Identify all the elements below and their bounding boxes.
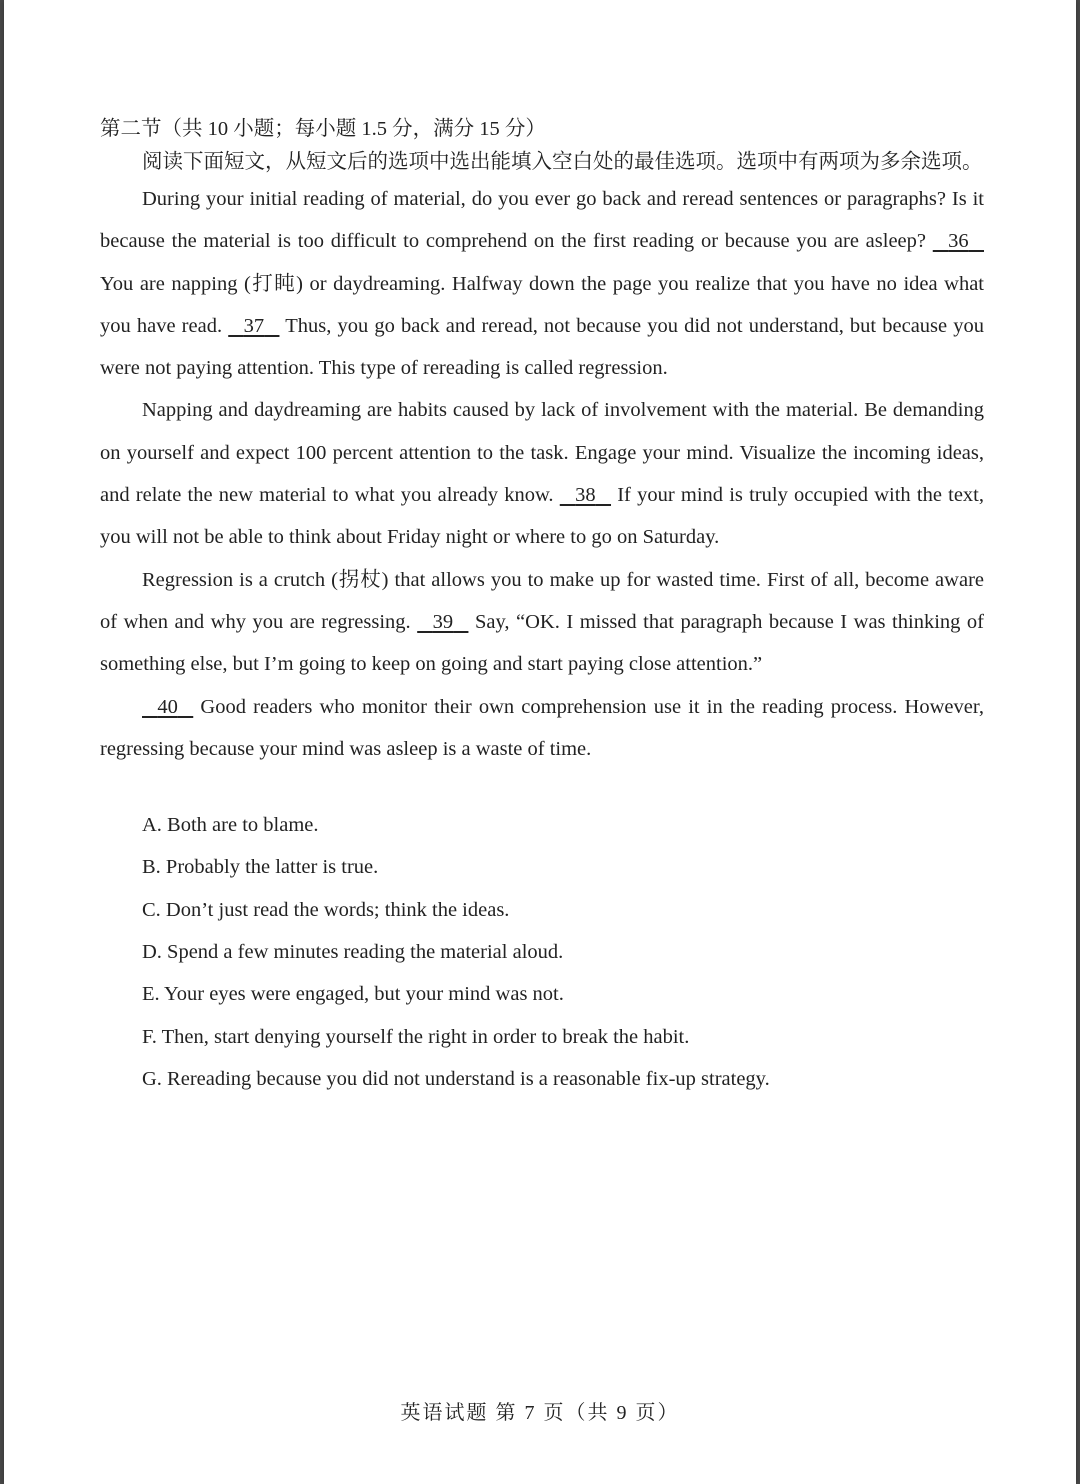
blank-38: 38 xyxy=(575,484,596,507)
exam-page xyxy=(4,0,1076,1484)
blank-36: 36 xyxy=(948,230,969,253)
passage-paragraph-4 xyxy=(100,686,984,771)
paragraph-text: You are napping (打盹) or daydreaming. Halfway down the page you realize that you have no idea what you have read. xyxy=(100,272,984,337)
option-a: A. Both are to blame. xyxy=(142,814,319,837)
options-list xyxy=(100,804,984,1100)
passage-paragraph-3 xyxy=(100,559,984,686)
section-title: 第二节（共 10 小题；每小题 1.5 分，满分 15 分） xyxy=(100,118,546,140)
paragraph-text: Regression is a crutch (拐杖) that allows you to make up for wasted time. First of all, become aware of when and why you are regressing. xyxy=(100,568,984,633)
paragraph-text: Good readers who monitor their own comprehension use it in the reading process. However, regressing because your mind was asleep is a waste of time. xyxy=(100,695,984,760)
option-f: F. Then, start denying yourself the right in order to break the habit. xyxy=(142,1025,690,1048)
paragraph-text: Say, “OK. I missed that paragraph because I was thinking of something else, but I’m going to keep on going and start paying close attention.” xyxy=(100,610,984,676)
passage-paragraph-2 xyxy=(100,389,984,558)
option-g: G. Rereading because you did not understand is a reasonable fix-up strategy. xyxy=(142,1067,770,1090)
option-b: B. Probably the latter is true. xyxy=(142,856,379,879)
blank-39: 39 xyxy=(432,610,454,633)
paragraph-text: During your initial reading of material, do you ever go back and reread sentences or paragraphs? Is it because the material is too difficult to comprehend on the first reading or because you are asleep? xyxy=(100,188,984,253)
passage-paragraph-1 xyxy=(100,178,984,389)
paragraph-text: Thus, you go back and reread, not because you did not understand, but because you were not paying attention. This type of rereading is called regression. xyxy=(100,314,984,380)
paragraph-text: Napping and daydreaming are habits caused by lack of involvement with the material. Be demanding on yourself and expect 100 percent attention to the task. Engage your mind. Visualize the incoming ideas, and relate the new material to what you already know. xyxy=(100,399,984,507)
option-d: D. Spend a few minutes reading the material aloud. xyxy=(142,941,564,964)
instruction-text: 阅读下面短文，从短文后的选项中选出能填入空白处的最佳选项。选项中有两项为多余选项。 xyxy=(142,151,983,173)
option-e: E. Your eyes were engaged, but your mind was not. xyxy=(142,983,564,1006)
option-c: C. Don’t just read the words; think the ideas. xyxy=(142,898,510,921)
blank-40: 40 xyxy=(157,695,178,718)
paragraph-text: If your mind is truly occupied with the text, you will not be able to think about Friday night or where to go on Saturday. xyxy=(100,484,984,549)
page-content xyxy=(100,112,984,1100)
blank-37: 37 xyxy=(243,314,265,337)
page-footer: 英语试题 第 7 页（共 9 页） xyxy=(400,1402,680,1424)
